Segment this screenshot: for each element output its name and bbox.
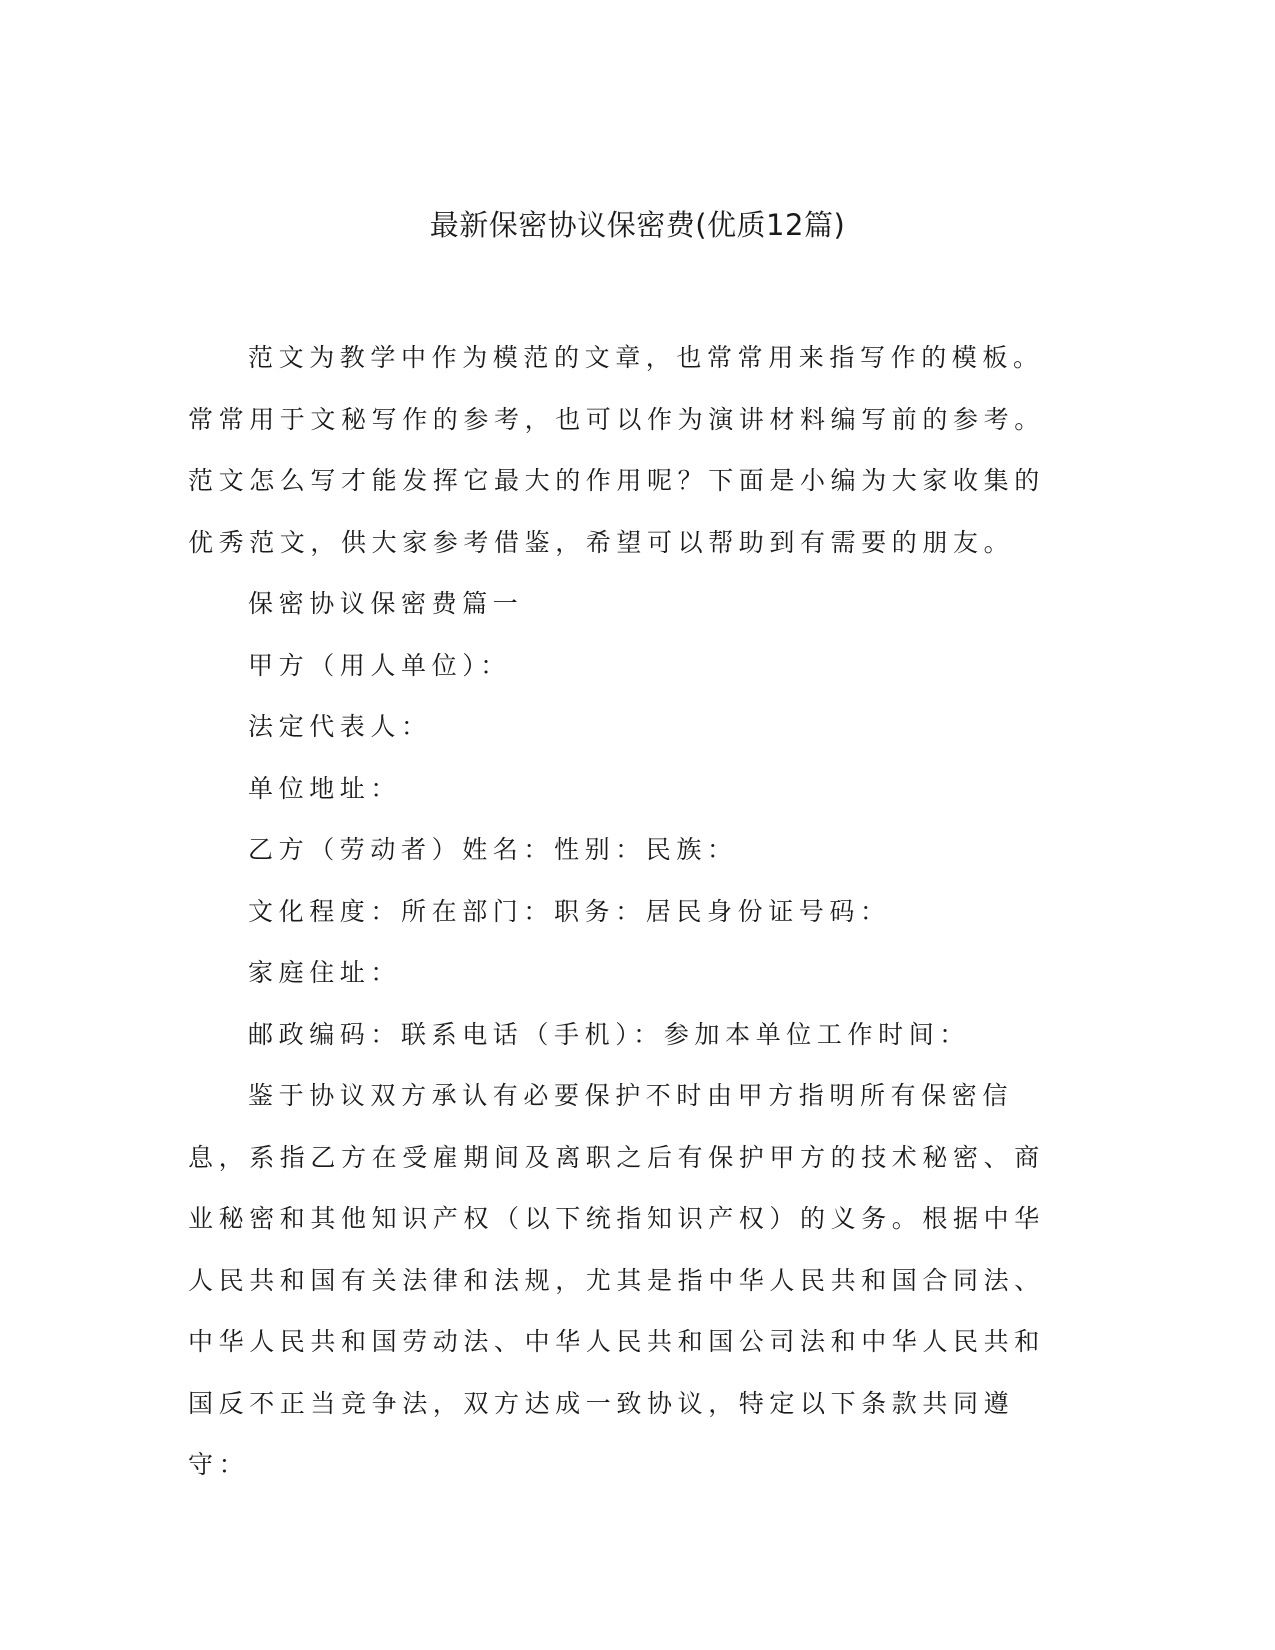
field-party-a: 甲方（用人单位）：	[248, 650, 511, 680]
field-home-address: 家庭住址：	[248, 958, 402, 987]
field-postal-phone: 邮政编码：联系电话（手机）：参加本单位工作时间：	[248, 1019, 970, 1049]
field-party-b: 乙方（劳动者）姓名：性别：民族：	[248, 835, 738, 864]
intro-paragraph: 范文为教学中作为模范的文章，也常常用来指写作的模板。常常用于文秘写作的参考，也可以作为演讲材料编写前的参考。范文怎么写才能发挥它最大的作用呢？下面是小编为大家收集的优秀范文，供大家参考借鉴，希望可以帮助到有需要的朋友。	[188, 343, 1045, 557]
preamble-paragraph: 鉴于协议双方承认有必要保护不时由甲方指明所有保密信息，系指乙方在受雇期间及离职之后有保护甲方的技术秘密、商业秘密和其他知识产权（以下统指知识产权）的义务。根据中华人民共和国有关法律和法规，尤其是指中华人民共和国合同法、中华人民共和国劳动法、中华人民共和国公司法和中华人民共和国反不正当竞争法，双方达成一致协议，特定以下条款共同遵守：	[188, 1081, 1045, 1479]
document-body	[188, 327, 1068, 1496]
field-legal-representative: 法定代表人：	[248, 712, 432, 741]
section-heading: 保密协议保密费篇一	[248, 589, 524, 618]
document-title: 最新保密协议保密费(优质12篇)	[429, 208, 846, 242]
field-company-address: 单位地址：	[248, 773, 402, 803]
field-education-department: 文化程度：所在部门：职务：居民身份证号码：	[248, 896, 891, 926]
